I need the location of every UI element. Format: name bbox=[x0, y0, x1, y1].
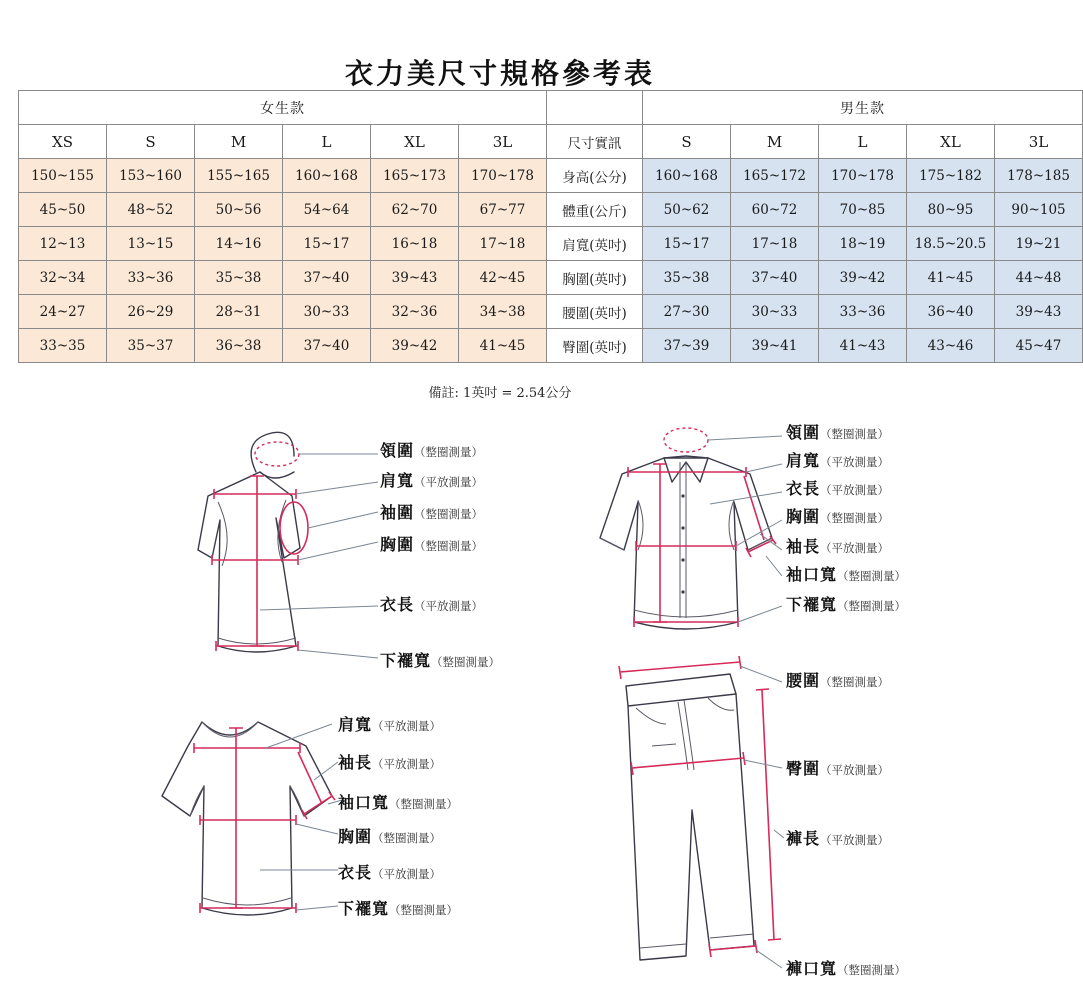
cell-female: 170~178 bbox=[459, 159, 547, 193]
shirt-label-shoulder bbox=[786, 448, 889, 471]
table-row bbox=[19, 329, 1083, 363]
table-row bbox=[19, 227, 1083, 261]
label-method: （平放測量） bbox=[820, 541, 890, 555]
label-method: （整圈測量） bbox=[372, 831, 442, 845]
vest-label-sleeve-circ bbox=[380, 500, 483, 523]
cell-female: 16~18 bbox=[371, 227, 459, 261]
cell-female: 24~27 bbox=[19, 295, 107, 329]
row-label: 體重(公斤) bbox=[547, 193, 643, 227]
measurement-diagrams bbox=[0, 400, 1000, 1000]
col-header-female-m: M bbox=[195, 125, 283, 159]
label-method: （整圈測量） bbox=[820, 675, 890, 689]
col-header-male-xl: XL bbox=[907, 125, 995, 159]
cell-male: 33~36 bbox=[819, 295, 907, 329]
table-size-header-row bbox=[19, 125, 1083, 159]
label-term: 肩寬 bbox=[380, 471, 415, 490]
cell-male: 160~168 bbox=[643, 159, 731, 193]
col-header-male-m: M bbox=[731, 125, 819, 159]
label-method: （整圈測量） bbox=[837, 599, 907, 613]
row-label: 肩寬(英吋) bbox=[547, 227, 643, 261]
cell-female: 67~77 bbox=[459, 193, 547, 227]
cell-female: 35~38 bbox=[195, 261, 283, 295]
cell-female: 34~38 bbox=[459, 295, 547, 329]
cell-female: 153~160 bbox=[107, 159, 195, 193]
cell-male: 170~178 bbox=[819, 159, 907, 193]
cell-female: 41~45 bbox=[459, 329, 547, 363]
cell-male: 60~72 bbox=[731, 193, 819, 227]
table-row bbox=[19, 193, 1083, 227]
cell-male: 18.5~20.5 bbox=[907, 227, 995, 261]
cell-male: 37~40 bbox=[731, 261, 819, 295]
group-header-female: 女生款 bbox=[19, 91, 547, 125]
label-term: 胸圍 bbox=[786, 507, 821, 526]
cell-female: 30~33 bbox=[283, 295, 371, 329]
cell-female: 37~40 bbox=[283, 329, 371, 363]
label-method: （平放測量） bbox=[414, 599, 484, 613]
pants-label-waist bbox=[786, 668, 889, 691]
label-method: （平放測量） bbox=[820, 833, 890, 847]
vest-label-chest bbox=[380, 532, 483, 555]
cell-male: 41~45 bbox=[907, 261, 995, 295]
label-method: （整圈測量） bbox=[414, 539, 484, 553]
size-table-container bbox=[18, 90, 1070, 363]
cell-female: 36~38 bbox=[195, 329, 283, 363]
cell-female: 15~17 bbox=[283, 227, 371, 261]
label-term: 下襬寬 bbox=[380, 651, 432, 670]
cell-female: 33~35 bbox=[19, 329, 107, 363]
cell-female: 39~42 bbox=[371, 329, 459, 363]
cell-female: 37~40 bbox=[283, 261, 371, 295]
cell-male: 15~17 bbox=[643, 227, 731, 261]
cell-male: 18~19 bbox=[819, 227, 907, 261]
col-header-female-s: S bbox=[107, 125, 195, 159]
label-method: （整圈測量） bbox=[837, 963, 907, 977]
label-term: 袖口寬 bbox=[338, 793, 390, 812]
label-term: 腰圍 bbox=[786, 671, 821, 690]
label-term: 褲長 bbox=[786, 829, 821, 848]
cell-male: 17~18 bbox=[731, 227, 819, 261]
page-title: 衣力美尺寸規格參考表 bbox=[344, 57, 655, 90]
col-header-middle: 尺寸實訊 bbox=[547, 125, 643, 159]
cell-male: 165~172 bbox=[731, 159, 819, 193]
col-header-female-3l: 3L bbox=[459, 125, 547, 159]
row-label: 腰圍(英吋) bbox=[547, 295, 643, 329]
tshirt-label-shoulder bbox=[338, 712, 441, 735]
cell-female: 17~18 bbox=[459, 227, 547, 261]
label-method: （整圈測量） bbox=[820, 511, 890, 525]
label-method: （整圈測量） bbox=[431, 655, 501, 669]
label-term: 衣長 bbox=[338, 863, 373, 882]
shirt-label-sleeve-length bbox=[786, 534, 889, 557]
table-row bbox=[19, 261, 1083, 295]
row-label: 胸圍(英吋) bbox=[547, 261, 643, 295]
cell-male: 41~43 bbox=[819, 329, 907, 363]
cell-female: 28~31 bbox=[195, 295, 283, 329]
label-term: 袖圍 bbox=[380, 503, 415, 522]
unit-note: 備註: 1英吋 = 2.54公分 bbox=[428, 386, 572, 401]
label-method: （平放測量） bbox=[820, 483, 890, 497]
label-method: （平放測量） bbox=[414, 475, 484, 489]
label-term: 衣長 bbox=[786, 479, 821, 498]
cell-female: 32~34 bbox=[19, 261, 107, 295]
pants-label-length bbox=[786, 826, 889, 849]
label-term: 袖長 bbox=[786, 537, 821, 556]
label-term: 袖口寬 bbox=[786, 565, 838, 584]
col-header-female-l: L bbox=[283, 125, 371, 159]
cell-male: 175~182 bbox=[907, 159, 995, 193]
cell-male: 39~43 bbox=[995, 295, 1083, 329]
shirt-label-cuff bbox=[786, 562, 906, 585]
label-term: 肩寬 bbox=[786, 451, 821, 470]
tshirt-label-sleeve-length bbox=[338, 750, 441, 773]
cell-female: 33~36 bbox=[107, 261, 195, 295]
cell-female: 12~13 bbox=[19, 227, 107, 261]
col-header-female-xs: XS bbox=[19, 125, 107, 159]
col-header-male-l: L bbox=[819, 125, 907, 159]
cell-male: 70~85 bbox=[819, 193, 907, 227]
pants-diagram bbox=[560, 650, 900, 990]
label-method: （整圈測量） bbox=[414, 445, 484, 459]
pants-label-hip bbox=[786, 756, 889, 779]
vest-label-shoulder bbox=[380, 468, 483, 491]
group-header-male: 男生款 bbox=[643, 91, 1083, 125]
label-term: 衣長 bbox=[380, 595, 415, 614]
cell-female: 32~36 bbox=[371, 295, 459, 329]
cell-female: 54~64 bbox=[283, 193, 371, 227]
cell-male: 90~105 bbox=[995, 193, 1083, 227]
cell-male: 19~21 bbox=[995, 227, 1083, 261]
label-method: （整圈測量） bbox=[414, 507, 484, 521]
cell-female: 165~173 bbox=[371, 159, 459, 193]
cell-male: 37~39 bbox=[643, 329, 731, 363]
cell-male: 30~33 bbox=[731, 295, 819, 329]
pants-label-cuff bbox=[786, 956, 906, 979]
shirt-label-length bbox=[786, 476, 889, 499]
tshirt-diagram bbox=[70, 700, 400, 1000]
cell-male: 44~48 bbox=[995, 261, 1083, 295]
cell-female: 155~165 bbox=[195, 159, 283, 193]
label-method: （平放測量） bbox=[372, 867, 442, 881]
row-label: 臀圍(英吋) bbox=[547, 329, 643, 363]
cell-male: 39~41 bbox=[731, 329, 819, 363]
cell-female: 50~56 bbox=[195, 193, 283, 227]
cell-female: 35~37 bbox=[107, 329, 195, 363]
cell-male: 36~40 bbox=[907, 295, 995, 329]
vest-label-neck bbox=[380, 438, 483, 461]
tshirt-label-cuff bbox=[338, 790, 458, 813]
cell-female: 26~29 bbox=[107, 295, 195, 329]
label-method: （平放測量） bbox=[820, 455, 890, 469]
cell-male: 39~42 bbox=[819, 261, 907, 295]
cell-male: 80~95 bbox=[907, 193, 995, 227]
tshirt-label-length bbox=[338, 860, 441, 883]
shirt-label-hem bbox=[786, 592, 906, 615]
size-table bbox=[18, 90, 1083, 363]
vest-label-hem bbox=[380, 648, 500, 671]
label-method: （整圈測量） bbox=[837, 569, 907, 583]
col-header-male-s: S bbox=[643, 125, 731, 159]
label-term: 臀圍 bbox=[786, 759, 821, 778]
cell-female: 160~168 bbox=[283, 159, 371, 193]
cell-male: 178~185 bbox=[995, 159, 1083, 193]
cell-male: 27~30 bbox=[643, 295, 731, 329]
cell-female: 13~15 bbox=[107, 227, 195, 261]
label-term: 下襬寬 bbox=[786, 595, 838, 614]
cell-female: 62~70 bbox=[371, 193, 459, 227]
vest-label-length bbox=[380, 592, 483, 615]
cell-male: 35~38 bbox=[643, 261, 731, 295]
cell-female: 14~16 bbox=[195, 227, 283, 261]
shirt-label-chest bbox=[786, 504, 889, 527]
label-term: 肩寬 bbox=[338, 715, 373, 734]
cell-female: 150~155 bbox=[19, 159, 107, 193]
shirt-label-neck bbox=[786, 420, 889, 443]
cell-male: 50~62 bbox=[643, 193, 731, 227]
cell-male: 45~47 bbox=[995, 329, 1083, 363]
label-term: 領圍 bbox=[786, 423, 821, 442]
label-term: 胸圍 bbox=[380, 535, 415, 554]
label-method: （平放測量） bbox=[820, 763, 890, 777]
label-term: 胸圍 bbox=[338, 827, 373, 846]
cell-female: 45~50 bbox=[19, 193, 107, 227]
table-row bbox=[19, 295, 1083, 329]
group-header-spacer bbox=[547, 91, 643, 125]
col-header-female-xl: XL bbox=[371, 125, 459, 159]
tshirt-label-hem bbox=[338, 896, 458, 919]
label-term: 下襬寬 bbox=[338, 899, 390, 918]
table-group-header-row bbox=[19, 91, 1083, 125]
col-header-male-3l: 3L bbox=[995, 125, 1083, 159]
label-method: （平放測量） bbox=[372, 757, 442, 771]
label-term: 領圍 bbox=[380, 441, 415, 460]
cell-female: 39~43 bbox=[371, 261, 459, 295]
row-label: 身高(公分) bbox=[547, 159, 643, 193]
tshirt-label-chest bbox=[338, 824, 441, 847]
label-method: （平放測量） bbox=[372, 719, 442, 733]
cell-male: 43~46 bbox=[907, 329, 995, 363]
table-row bbox=[19, 159, 1083, 193]
label-method: （整圈測量） bbox=[820, 427, 890, 441]
label-method: （整圈測量） bbox=[389, 797, 459, 811]
cell-female: 42~45 bbox=[459, 261, 547, 295]
label-term: 褲口寬 bbox=[786, 959, 838, 978]
cell-female: 48~52 bbox=[107, 193, 195, 227]
label-term: 袖長 bbox=[338, 753, 373, 772]
label-method: （整圈測量） bbox=[389, 903, 459, 917]
